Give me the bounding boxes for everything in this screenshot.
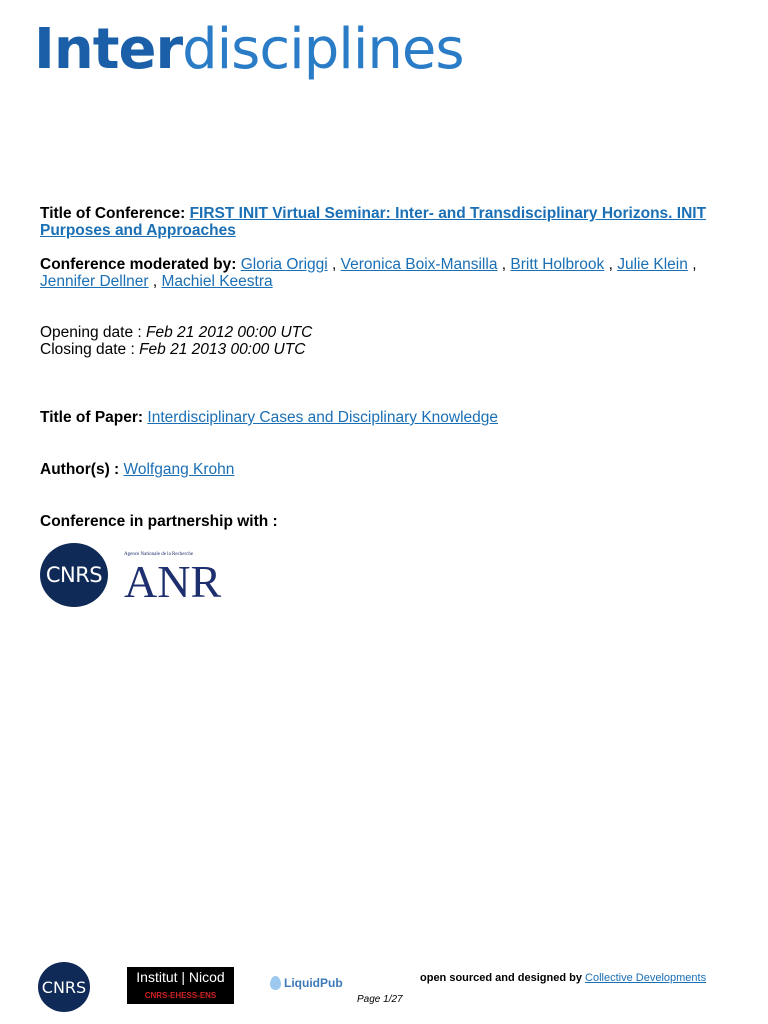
institut-nicod-logo[interactable]: [127, 967, 234, 1004]
conference-title-link[interactable]: FIRST INIT Virtual Seminar: Inter- and Transdisciplinary Horizons. INIT Purposes and Approaches: [40, 205, 707, 239]
anr-logo-text: ANR: [124, 556, 222, 603]
moderator-link[interactable]: Jennifer Dellner: [40, 273, 149, 290]
author-link[interactable]: Wolfgang Krohn: [123, 461, 235, 478]
liquidpub-text: LiquidPub: [284, 976, 343, 990]
separator: ,: [152, 273, 158, 290]
authors-label: Author(s) :: [40, 461, 120, 478]
open-sourced-label: open sourced and designed by: [420, 972, 582, 984]
separator: ,: [332, 256, 337, 273]
logo-inter: Inter: [34, 17, 183, 82]
cnrs-logo[interactable]: [40, 543, 108, 607]
nicod-bottom-text: CNRS-EHESS-ENS: [144, 991, 217, 1000]
authors-line: [40, 461, 730, 478]
moderator-link[interactable]: Britt Holbrook: [510, 256, 605, 273]
logo-disciplines: disciplines: [182, 17, 464, 82]
moderators-line: [40, 256, 730, 290]
moderator-link[interactable]: Julie Klein: [617, 256, 688, 273]
paper-title-label: Title of Paper:: [40, 409, 144, 426]
partnership-label-text: Conference in partnership with :: [40, 513, 278, 530]
paper-title-link[interactable]: Interdisciplinary Cases and Disciplinary Knowledge: [147, 409, 499, 426]
opening-date: [40, 324, 730, 341]
collective-developments-link[interactable]: Collective Developments: [585, 972, 707, 984]
conference-title-label: Title of Conference:: [40, 205, 186, 222]
opening-value: Feb 21 2012 00:00 UTC: [146, 324, 313, 341]
closing-value: Feb 21 2013 00:00 UTC: [139, 341, 306, 358]
liquidpub-logo[interactable]: [270, 972, 343, 994]
conference-title-line: [40, 205, 730, 239]
page-number: Page 1/27: [357, 994, 403, 1005]
moderated-label: Conference moderated by:: [40, 256, 237, 273]
moderator-link[interactable]: Gloria Origgi: [240, 256, 328, 273]
moderator-link[interactable]: Veronica Boix-Mansilla: [340, 256, 498, 273]
separator: ,: [692, 256, 697, 273]
paper-title-line: [40, 409, 730, 426]
partnership-label: [40, 513, 730, 530]
site-logo[interactable]: [34, 17, 464, 82]
separator: ,: [608, 256, 613, 273]
opening-label: Opening date :: [40, 324, 142, 341]
footer-cnrs-logo[interactable]: [38, 962, 90, 1012]
closing-label: Closing date :: [40, 341, 135, 358]
anr-small-text: Agence Nationale de la Recherche: [124, 552, 194, 557]
cnrs-logo-text: CNRS: [45, 563, 103, 587]
drop-icon: [270, 976, 281, 990]
open-sourced-line: [420, 972, 706, 984]
anr-logo[interactable]: [124, 547, 248, 603]
document-body: [40, 205, 730, 530]
separator: ,: [501, 256, 507, 273]
closing-date: [40, 341, 730, 358]
moderator-link[interactable]: Machiel Keestra: [161, 273, 273, 290]
nicod-top-text: Institut | Nicod: [136, 969, 225, 985]
dates-block: [40, 324, 730, 358]
footer-cnrs-text: CNRS: [41, 977, 87, 997]
